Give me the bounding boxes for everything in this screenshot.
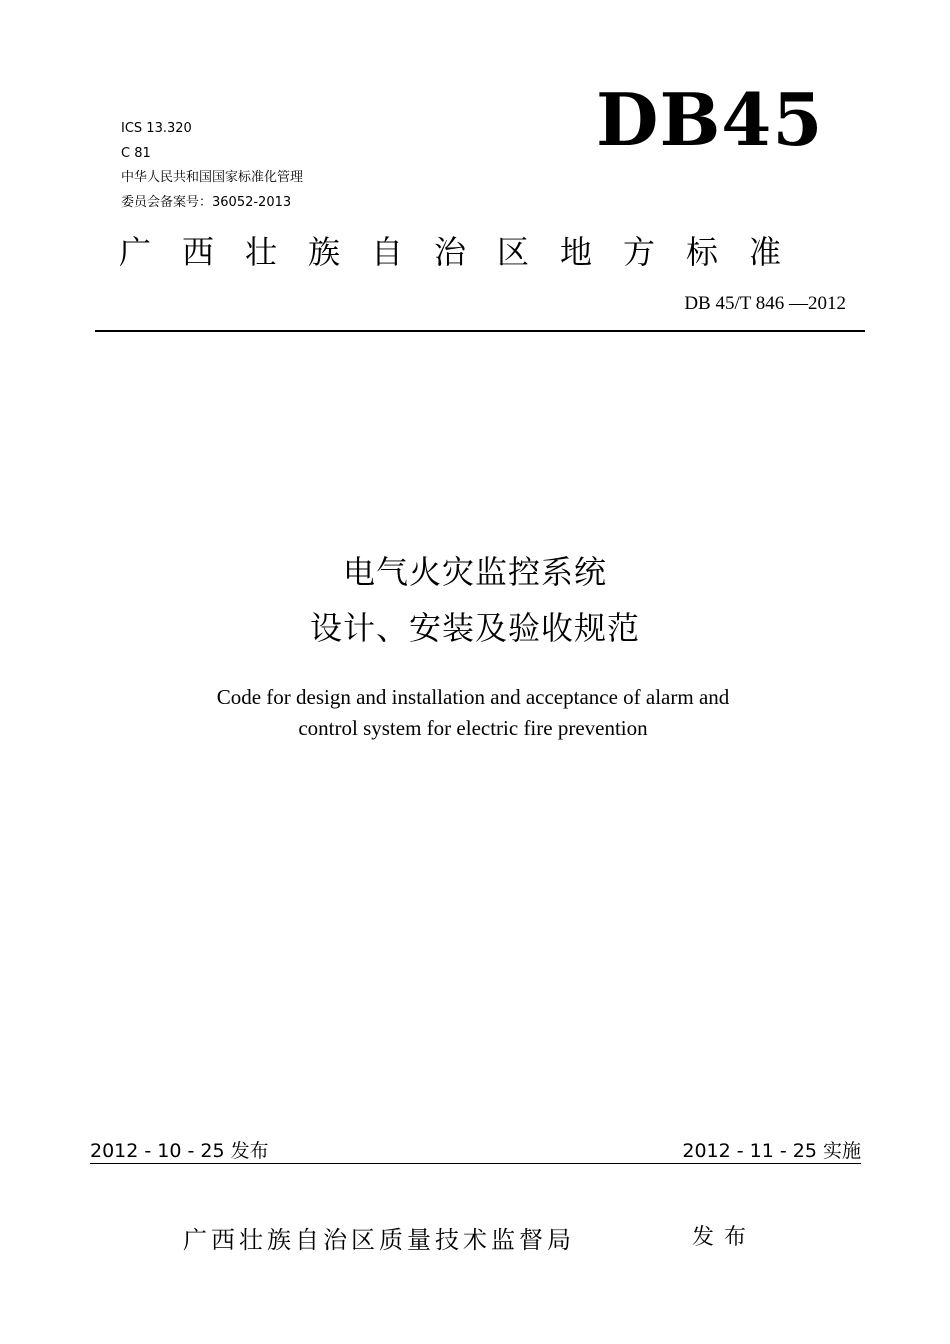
ics-code: ICS 13.320	[121, 121, 192, 136]
committee-name: 中华人民共和国国家标准化管理	[121, 170, 304, 185]
issuing-authority: 广西壮族自治区质量技术监督局	[183, 1226, 575, 1254]
footer-divider	[90, 1163, 861, 1164]
standard-type-heading: 广西壮族自治区地方标准	[119, 233, 813, 271]
record-number: 委员会备案号：36052-2013	[121, 195, 292, 210]
title-cn-line1: 电气火灾监控系统	[342, 553, 607, 591]
implementation-date: 2012 - 11 - 25 实施	[682, 1140, 861, 1162]
header-divider	[95, 330, 865, 332]
ccs-code: C 81	[121, 146, 151, 161]
title-en-line1: Code for design and installation and acceptance of alarm and	[216, 685, 730, 709]
title-en-line2: control system for electric fire prevention	[298, 716, 648, 740]
publish-label: 发布	[692, 1225, 757, 1250]
title-cn-line2: 设计、安装及验收规范	[309, 609, 640, 647]
issue-date: 2012 - 10 - 25 发布	[90, 1140, 269, 1162]
standard-number: DB 45/T 846 —2012	[684, 293, 846, 314]
standard-code-logo: DB45	[596, 77, 824, 162]
